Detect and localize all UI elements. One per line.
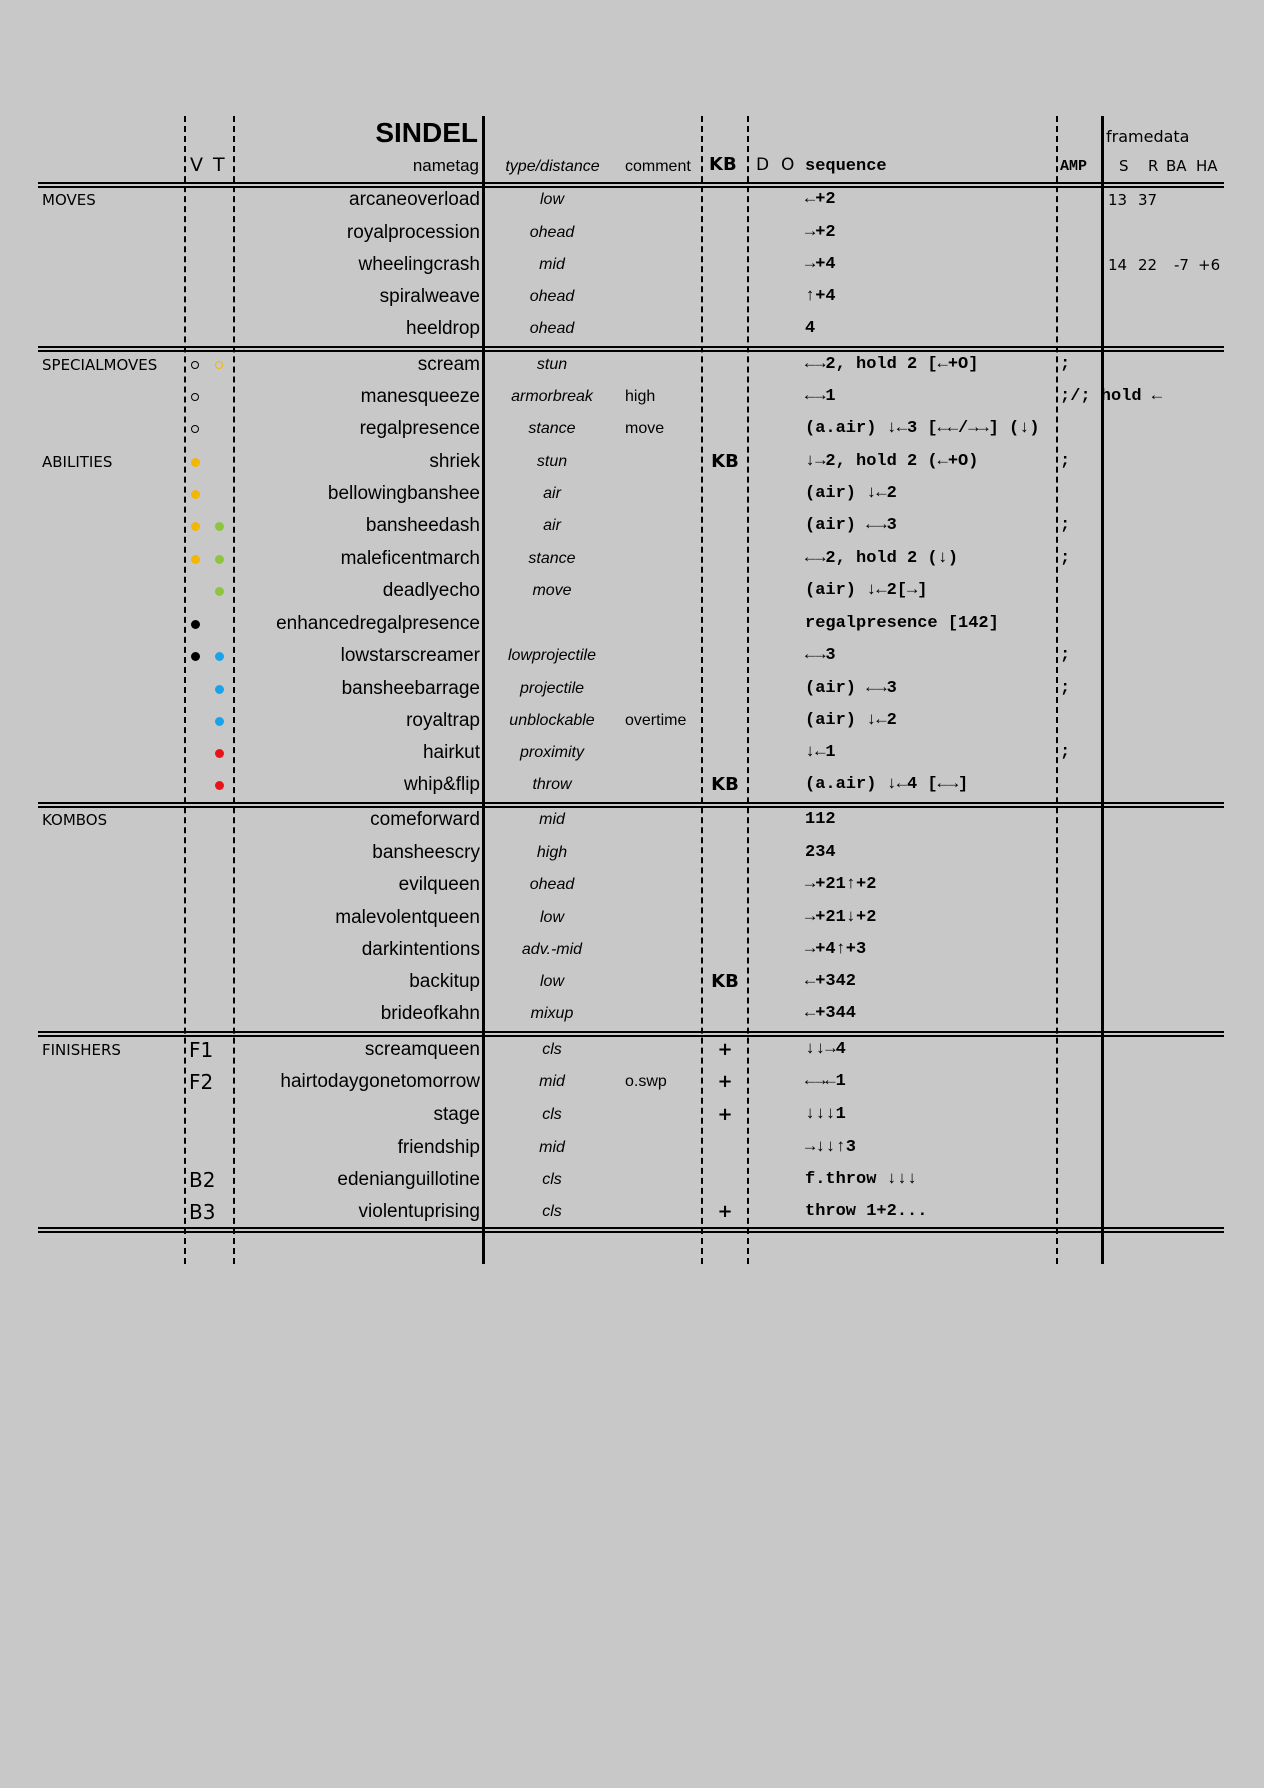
- v-dot-marker: [191, 522, 200, 531]
- input-sequence: (air) ↓←2: [805, 484, 897, 503]
- v-ring-marker: [191, 361, 199, 369]
- move-name: malevolentqueen: [335, 907, 480, 928]
- input-sequence: ↓↓→4: [805, 1040, 846, 1059]
- move-type: air: [543, 517, 561, 534]
- kb-marker: KB: [711, 971, 739, 992]
- variation-tag: F2: [189, 1070, 214, 1094]
- input-sequence: (a.air) ↓←4 [←→]: [805, 775, 969, 794]
- input-sequence: ↓↓↓1: [805, 1105, 846, 1124]
- move-type: throw: [532, 776, 572, 793]
- input-sequence: ←→2, hold 2 [←+O]: [805, 355, 979, 374]
- move-name: spiralweave: [379, 286, 480, 307]
- kb-marker: KB: [711, 774, 739, 795]
- section-label: KOMBOS: [42, 811, 108, 829]
- v-dot-marker: [191, 620, 200, 629]
- move-type: proximity: [519, 744, 584, 761]
- input-sequence: (a.air) ↓←3 [←←/→→] (↓): [805, 419, 1040, 438]
- kb-marker: +: [717, 1104, 733, 1125]
- header-fd-ha: HA: [1196, 157, 1218, 175]
- section-label: SPECIALMOVES: [42, 356, 158, 374]
- move-type: air: [543, 485, 561, 502]
- move-name: royalprocession: [346, 222, 480, 243]
- move-name: backitup: [409, 971, 480, 992]
- input-sequence: ←+2: [805, 190, 836, 209]
- header-t: T: [213, 154, 225, 176]
- header-amp: AMP: [1060, 158, 1088, 175]
- framedata-value: 22: [1138, 256, 1158, 274]
- move-type: stun: [536, 453, 568, 470]
- input-sequence: ←→3: [805, 646, 836, 665]
- move-type: cls: [542, 1106, 562, 1123]
- move-name: bansheebarrage: [341, 678, 480, 699]
- page-title: SINDEL: [375, 117, 478, 148]
- move-name: maleficentmarch: [340, 548, 480, 569]
- move-name: enhancedregalpresence: [276, 613, 480, 634]
- move-comment: high: [625, 388, 656, 405]
- framedata-value: +6: [1198, 256, 1221, 274]
- move-name: bansheedash: [365, 515, 480, 536]
- section-label: FINISHERS: [42, 1041, 121, 1059]
- header-fd-ba: BA: [1166, 157, 1187, 175]
- move-type: lowprojectile: [507, 647, 597, 664]
- move-name: heeldrop: [406, 318, 480, 339]
- move-name: manesqueeze: [360, 386, 480, 407]
- move-name: regalpresence: [359, 418, 480, 439]
- input-sequence: →+4: [805, 255, 836, 274]
- move-type: mixup: [530, 1005, 574, 1022]
- move-name: scream: [417, 354, 480, 375]
- v-dot-marker: [191, 555, 200, 564]
- amp-value: ;: [1060, 452, 1071, 471]
- input-sequence: ←+344: [805, 1004, 857, 1023]
- move-name: comeforward: [370, 809, 480, 830]
- move-type: move: [532, 582, 572, 599]
- section-label: MOVES: [42, 191, 96, 209]
- move-name: darkintentions: [361, 939, 480, 960]
- v-dot-marker: [191, 458, 200, 467]
- input-sequence: 4: [805, 319, 816, 338]
- move-type: adv.-mid: [521, 941, 583, 958]
- framedata-value: 14: [1108, 256, 1128, 274]
- move-name: deadlyecho: [382, 580, 480, 601]
- move-name: royaltrap: [406, 710, 480, 731]
- column-line-framedata: [1101, 116, 1104, 1264]
- header-nametag: nametag: [412, 156, 479, 175]
- input-sequence: ←→2, hold 2 (↓): [805, 549, 959, 568]
- move-type: mid: [539, 1139, 565, 1156]
- input-sequence: throw 1+2...: [805, 1202, 928, 1221]
- amp-value: ;: [1060, 646, 1071, 665]
- separator-moves: [38, 346, 1224, 352]
- input-sequence: ←→1: [805, 387, 836, 406]
- move-type: ohead: [529, 224, 575, 241]
- header-framedata: framedata: [1106, 127, 1190, 146]
- move-name: edenianguillotine: [337, 1169, 480, 1190]
- move-name: shriek: [429, 451, 480, 472]
- move-type: armorbreak: [511, 388, 593, 405]
- section-label: ABILITIES: [42, 453, 113, 471]
- kb-marker: KB: [711, 451, 739, 472]
- move-comment: move: [625, 420, 665, 437]
- input-sequence: ↓→2, hold 2 (←+O): [805, 452, 979, 471]
- input-sequence: ↑+4: [805, 287, 836, 306]
- input-sequence: 112: [805, 810, 836, 829]
- kb-marker: +: [717, 1071, 733, 1092]
- move-name: wheelingcrash: [358, 254, 480, 275]
- kb-marker: +: [717, 1201, 733, 1222]
- move-name: screamqueen: [364, 1039, 480, 1060]
- input-sequence: (air) ←→3: [805, 516, 897, 535]
- move-name: lowstarscreamer: [340, 645, 480, 666]
- separator-kombos: [38, 1031, 1224, 1037]
- amp-value: ;: [1060, 516, 1071, 535]
- input-sequence: 234: [805, 843, 836, 862]
- move-name: bansheescry: [372, 842, 480, 863]
- input-sequence: ←+342: [805, 972, 857, 991]
- move-type: high: [536, 844, 568, 861]
- framedata-value: 13: [1108, 191, 1128, 209]
- input-sequence: →+21↑+2: [805, 875, 877, 894]
- move-name: evilqueen: [398, 874, 480, 895]
- amp-value: ;: [1060, 743, 1071, 762]
- separator-abilities: [38, 802, 1224, 808]
- move-type: mid: [539, 1073, 565, 1090]
- move-type: mid: [539, 811, 565, 828]
- input-sequence: →+4↑+3: [805, 940, 867, 959]
- move-name: bellowingbanshee: [327, 483, 480, 504]
- move-type: ohead: [529, 876, 575, 893]
- move-name: friendship: [397, 1137, 480, 1158]
- variation-tag: F1: [189, 1038, 214, 1062]
- move-comment: overtime: [625, 712, 687, 729]
- move-type: low: [539, 909, 564, 926]
- move-name: whip&flip: [403, 774, 480, 795]
- input-sequence: →+21↓+2: [805, 908, 877, 927]
- move-name: brideofkahn: [380, 1003, 480, 1024]
- separator-finishers: [38, 1227, 1224, 1233]
- input-sequence: f.throw ↓↓↓: [805, 1170, 918, 1189]
- v-ring-marker: [191, 425, 199, 433]
- move-type: projectile: [519, 680, 585, 697]
- input-sequence: ↓←1: [805, 743, 836, 762]
- v-ring-marker: [191, 393, 199, 401]
- input-sequence: (air) ↓←2: [805, 711, 897, 730]
- move-type: ohead: [529, 320, 575, 337]
- move-type: cls: [542, 1171, 562, 1188]
- input-sequence: ←→←1: [805, 1072, 846, 1091]
- column-line-v: [184, 116, 186, 1264]
- amp-value: ;: [1060, 679, 1071, 698]
- header-kb: KB: [709, 154, 737, 175]
- variation-tag: B3: [189, 1200, 216, 1224]
- header-fd-s: S: [1119, 157, 1129, 175]
- header-o: O: [781, 155, 795, 175]
- move-type: mid: [539, 256, 565, 273]
- move-type: stance: [528, 550, 576, 567]
- v-dot-marker: [191, 490, 200, 499]
- input-sequence: (air) ←→3: [805, 679, 897, 698]
- header-v: V: [190, 154, 203, 176]
- input-sequence: →↓↓↑3: [805, 1138, 857, 1157]
- framedata-value: -7: [1174, 256, 1189, 274]
- move-name: hairtodaygonetomorrow: [280, 1071, 480, 1092]
- move-type: stance: [528, 420, 576, 437]
- framedata-value: 37: [1138, 191, 1158, 209]
- input-sequence: →+2: [805, 223, 836, 242]
- move-type: low: [539, 191, 564, 208]
- header-sequence: sequence: [805, 157, 887, 176]
- move-type: cls: [542, 1041, 562, 1058]
- move-type: stun: [536, 356, 568, 373]
- move-name: hairkut: [422, 742, 480, 763]
- separator-header: [38, 182, 1224, 188]
- amp-value: ;: [1060, 549, 1071, 568]
- move-comment: o.swp: [625, 1073, 667, 1090]
- move-name: arcaneoverload: [349, 189, 480, 210]
- move-type: ohead: [529, 288, 575, 305]
- amp-value: ;: [1060, 355, 1071, 374]
- move-type: low: [539, 973, 564, 990]
- header-comment: comment: [625, 158, 691, 175]
- column-line-amp: [1056, 116, 1058, 1264]
- move-name: violentuprising: [358, 1201, 480, 1222]
- header-d: D: [756, 155, 770, 175]
- variation-tag: B2: [189, 1168, 216, 1192]
- input-sequence: (air) ↓←2[→]: [805, 581, 928, 600]
- amp-value: ;/; hold ←: [1060, 387, 1163, 406]
- header-type-distance: type/distance: [505, 158, 600, 175]
- input-sequence: regalpresence [142]: [805, 614, 999, 633]
- header-fd-r: R: [1148, 157, 1159, 175]
- move-name: stage: [433, 1104, 480, 1125]
- move-type: cls: [542, 1203, 562, 1220]
- v-dot-marker: [191, 652, 200, 661]
- move-type: unblockable: [509, 712, 595, 729]
- kb-marker: +: [717, 1039, 733, 1060]
